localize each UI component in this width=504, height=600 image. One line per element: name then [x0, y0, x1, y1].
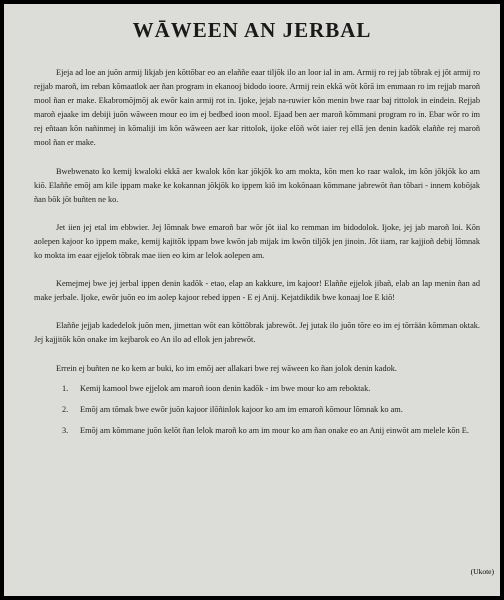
paragraph: Jet iien jej etal im ebbwier. Jej lōmnak bwe emaroñ bar wōr jōt iial ko remman im bidodolok. Ijoke, jej jab maroñ loi. Kōn aolepen kajoor ko ippem make, kemij kajitōk ippam bwe kwōn jab mijak im kwōn tiljōk jen jinoin. Jōt iiam, rar kajjioñ debij lōmnak ko mokta im eaar ejjelok tōbrak mae iien eo kim ar lelok aolepen am.	[34, 222, 480, 261]
paragraph: Ejeja ad loe an juōn armij likjab jen kōttōbar eo an elaññe eaar tiljōk ilo an loor ial in am. Armij ro rej jab tōbrak ej jōt armij ro rejjab maroñ, im reban kōmaatlok aer ñan program in ekanooj bidodo ioore. Armij rein ekkā wōt kōrā im emmaan ro im rejjab maroñ mool ñan er make. Ekabromōjmōj ak ewōr kain armij rot in. Ijoke, jejab na-ruwier kōn menin bwe raar baj rittolok in eindein. Rejjab maroñ ejaake im debiji juōn wāween mour eo im ej bedbed ioon mool. Ejaad ben aer maroñ kōmmani program ro in. Ebar wōr ro im rej eñtaan kōn nañinmej in kōmaliji im kōn wāween aer kar rittolok, ijoke elōñ wōt iaier rej ellā jen denin kadōk elaññe rej maroñ mool ñan er make.	[34, 68, 480, 148]
paragraph: Bwebwenato ko kemij kwaloki ekkā aer kwalok kōn kar jōkjōk ko am mokta, kōn men ko raar walok, im kōn jōkjōk ko am kiō. Elaññe emōj am kile ippam make ke kokannan jōkjōk ko ippem kiō im kokōnaan kōmmane jabrewōt ñan tōbari - innem kobōjak ñan bōk jōt buñten ne ko.	[34, 166, 480, 204]
signature: (Ukote)	[470, 567, 494, 576]
numbered-list	[34, 382, 480, 438]
paragraph: Errein ej buñten ne ko kem ar buki, ko im emōj aer allakari bwe rej wāween ko ñan jolok denin kadok.	[56, 363, 397, 373]
list-number: 2.	[62, 404, 69, 414]
list-item	[34, 403, 480, 417]
list-item	[34, 382, 480, 396]
list-number: 3.	[62, 425, 69, 435]
document-page	[4, 4, 500, 596]
list-item	[34, 424, 480, 438]
list-text: Emōj am tōmak bwe ewōr juōn kajoor ilōñinlok kajoor ko am im emaroñ kōmour lōmnak ko am.	[80, 404, 403, 414]
list-number: 1.	[62, 383, 69, 393]
body-text	[34, 66, 480, 445]
list-text: Emōj am kōmmane juōn kelōt ñan lelok maroñ ko am im mour ko am ñan onake eo an Anij einwōt am melele kōn E.	[80, 425, 469, 435]
page-title: WĀWEEN AN JERBAL	[132, 18, 372, 42]
paragraph: Kemejmej bwe jej jerbal ippen denin kadōk - etao, elap an kakkure, im kajoor! Elaññe ejjelok jibañ, elab an lap menin ñan ad make jerbale. Ijoke, ewōr juōn eo im aolep kajoor rebed ippen - E ej Anij. Kejatdikdik bwe konaaj loe E kiō!	[34, 279, 480, 303]
paragraph: Elaññe jejjab kadedelok juōn men, jimettan wōt ean kōttōbrak jabrewōt. Jej jutak ilo juōn tōre eo im ej tōrrään kōmman oktak. Jej kajjitōk kōn onake im kejbarok eo An ilo ad ellok jen jabrewōt.	[34, 321, 480, 345]
list-text: Kemij kamool bwe ejjelok am maroñ ioon denin kadōk - im bwe mour ko am reboktak.	[80, 383, 371, 393]
